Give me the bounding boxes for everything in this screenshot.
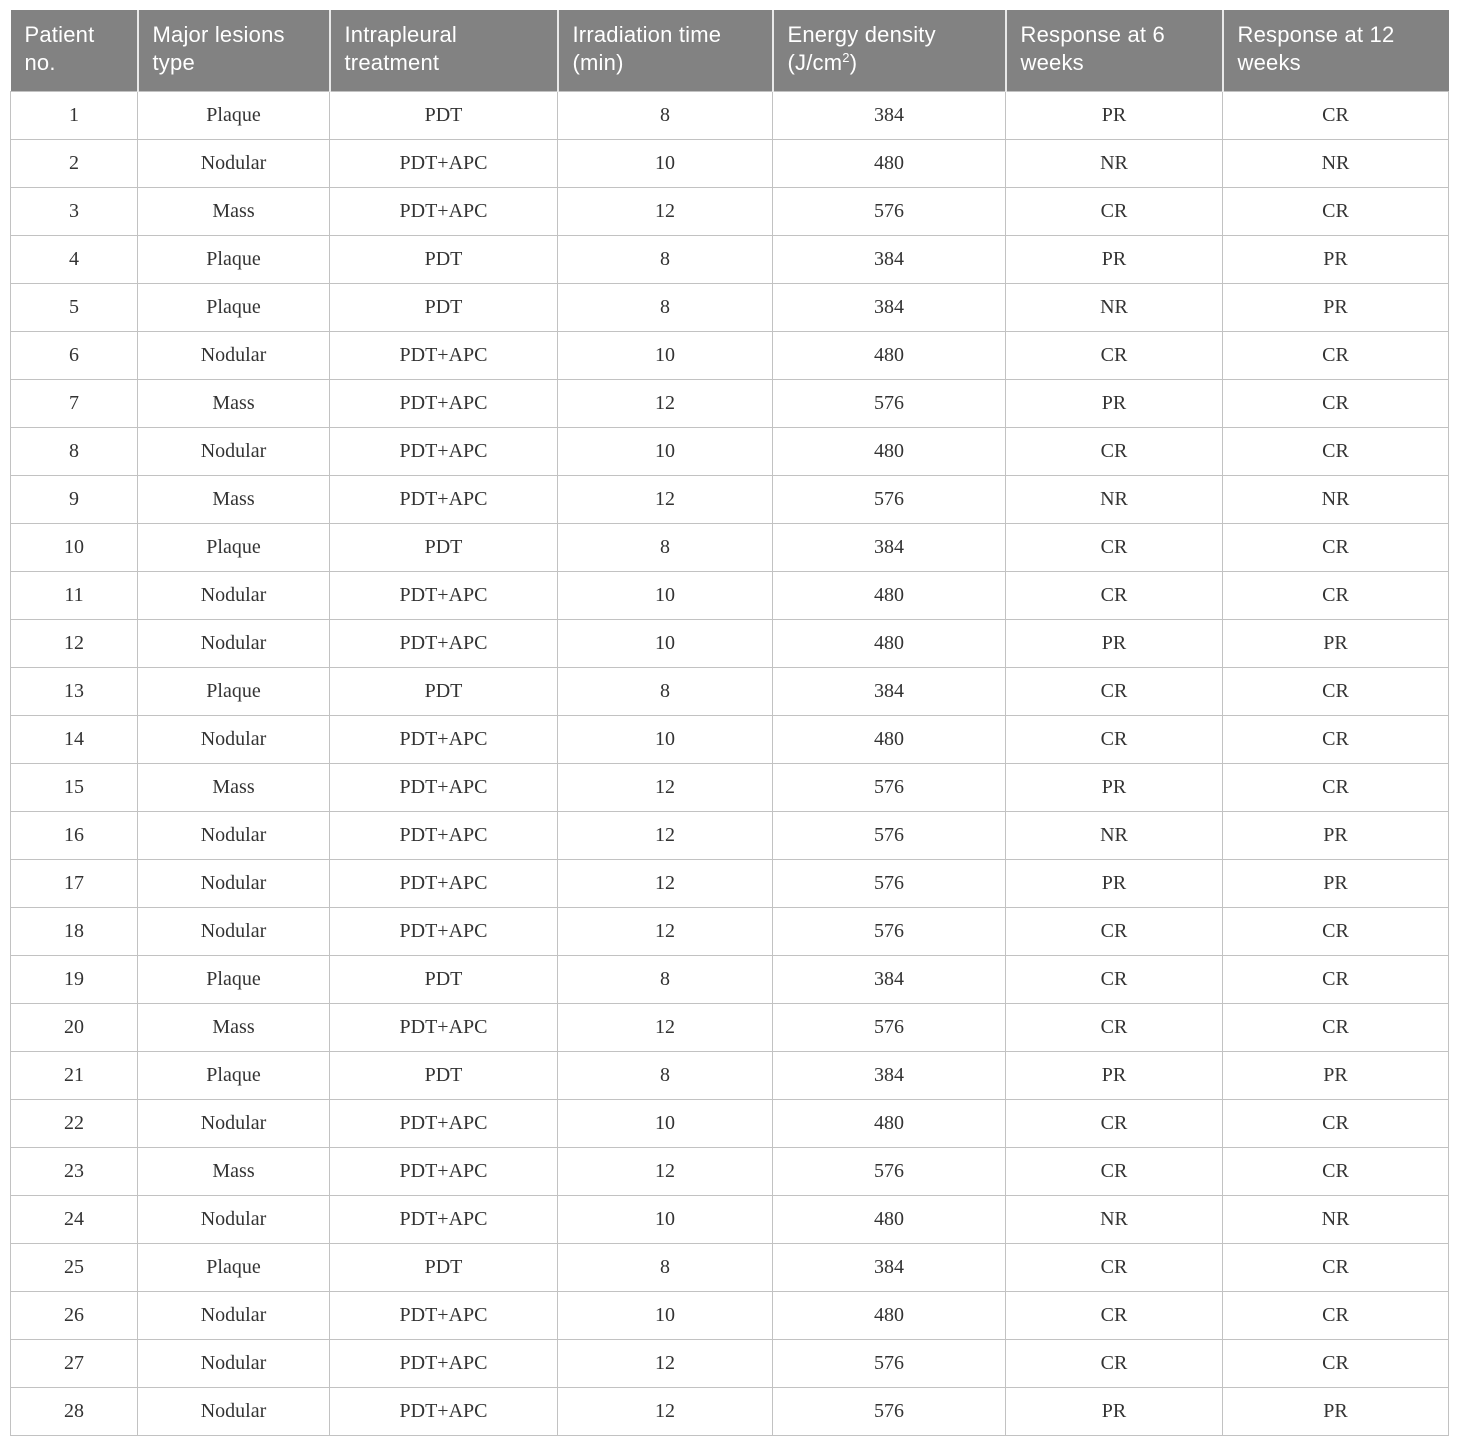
cell: 20 (11, 1003, 138, 1051)
cell: CR (1223, 523, 1449, 571)
cell: 12 (558, 379, 773, 427)
cell: CR (1006, 715, 1223, 763)
cell: PDT+APC (330, 379, 558, 427)
cell: 12 (11, 619, 138, 667)
cell: CR (1006, 1339, 1223, 1387)
superscript: 2 (842, 50, 850, 66)
cell: CR (1223, 1339, 1449, 1387)
table-row (11, 859, 1449, 907)
cell: PR (1223, 1051, 1449, 1099)
cell: 12 (558, 187, 773, 235)
cell: CR (1223, 91, 1449, 139)
cell: NR (1006, 139, 1223, 187)
cell: PR (1223, 859, 1449, 907)
cell: PR (1223, 619, 1449, 667)
cell: CR (1223, 187, 1449, 235)
cell: 480 (773, 1195, 1006, 1243)
cell: PR (1223, 1387, 1449, 1435)
table-row (11, 907, 1449, 955)
column-header-label: Patient no. (24, 22, 95, 76)
table-row (11, 763, 1449, 811)
cell: 7 (11, 379, 138, 427)
cell: PR (1223, 811, 1449, 859)
cell: PR (1223, 283, 1449, 331)
cell: 12 (558, 1339, 773, 1387)
cell: Nodular (138, 1099, 330, 1147)
cell: PDT+APC (330, 1195, 558, 1243)
patient-treatment-response-table (10, 10, 1449, 1436)
cell: Mass (138, 1147, 330, 1195)
cell: CR (1006, 571, 1223, 619)
cell: 480 (773, 715, 1006, 763)
cell: CR (1223, 379, 1449, 427)
cell: PR (1006, 91, 1223, 139)
table-row (11, 1291, 1449, 1339)
table-row (11, 955, 1449, 1003)
cell: 23 (11, 1147, 138, 1195)
cell: 10 (558, 331, 773, 379)
cell: 480 (773, 427, 1006, 475)
cell: Nodular (138, 1339, 330, 1387)
cell: PDT+APC (330, 427, 558, 475)
cell: Nodular (138, 859, 330, 907)
cell: 576 (773, 1003, 1006, 1051)
cell: Mass (138, 187, 330, 235)
table-row (11, 715, 1449, 763)
cell: PDT (330, 667, 558, 715)
cell: 10 (558, 619, 773, 667)
cell: CR (1223, 1243, 1449, 1291)
cell: NR (1006, 811, 1223, 859)
cell: CR (1006, 1243, 1223, 1291)
cell: PDT (330, 955, 558, 1003)
cell: Nodular (138, 139, 330, 187)
cell: 384 (773, 667, 1006, 715)
cell: 3 (11, 187, 138, 235)
cell: 10 (558, 1291, 773, 1339)
cell: 576 (773, 1147, 1006, 1195)
cell: PDT+APC (330, 139, 558, 187)
cell: Nodular (138, 811, 330, 859)
cell: PDT+APC (330, 1099, 558, 1147)
cell: Nodular (138, 619, 330, 667)
table-row (11, 1051, 1449, 1099)
cell: PDT+APC (330, 715, 558, 763)
cell: CR (1223, 763, 1449, 811)
cell: Mass (138, 763, 330, 811)
table-row (11, 1339, 1449, 1387)
cell: NR (1006, 1195, 1223, 1243)
cell: NR (1223, 139, 1449, 187)
cell: PDT (330, 1051, 558, 1099)
table-row (11, 1099, 1449, 1147)
cell: 8 (558, 667, 773, 715)
cell: CR (1223, 427, 1449, 475)
cell: 16 (11, 811, 138, 859)
cell: 12 (558, 1387, 773, 1435)
cell: 9 (11, 475, 138, 523)
cell: 384 (773, 523, 1006, 571)
cell: CR (1223, 331, 1449, 379)
cell: Plaque (138, 667, 330, 715)
cell: CR (1006, 1147, 1223, 1195)
cell: 480 (773, 1099, 1006, 1147)
table-row (11, 235, 1449, 283)
table-row (11, 91, 1449, 139)
cell: PR (1006, 235, 1223, 283)
cell: 22 (11, 1099, 138, 1147)
cell: 576 (773, 907, 1006, 955)
cell: NR (1223, 1195, 1449, 1243)
cell: 10 (558, 427, 773, 475)
cell: 2 (11, 139, 138, 187)
cell: PR (1006, 763, 1223, 811)
cell: CR (1006, 187, 1223, 235)
cell: CR (1006, 1003, 1223, 1051)
cell: Plaque (138, 283, 330, 331)
table-row (11, 1195, 1449, 1243)
cell: PR (1006, 1051, 1223, 1099)
table-row (11, 283, 1449, 331)
cell: CR (1223, 667, 1449, 715)
cell: 576 (773, 475, 1006, 523)
cell: CR (1223, 1099, 1449, 1147)
column-header-label: Irradiation time (min) (572, 22, 722, 76)
cell: Plaque (138, 91, 330, 139)
cell: PDT (330, 235, 558, 283)
cell: 26 (11, 1291, 138, 1339)
cell: 12 (558, 811, 773, 859)
column-header-2 (138, 10, 330, 91)
cell: 6 (11, 331, 138, 379)
cell: 8 (558, 235, 773, 283)
table-row (11, 331, 1449, 379)
cell: CR (1006, 667, 1223, 715)
cell: 384 (773, 955, 1006, 1003)
cell: 25 (11, 1243, 138, 1291)
cell: 480 (773, 331, 1006, 379)
table-row (11, 667, 1449, 715)
cell: NR (1006, 283, 1223, 331)
cell: Plaque (138, 235, 330, 283)
cell: CR (1006, 523, 1223, 571)
cell: PDT+APC (330, 763, 558, 811)
column-header-label: Intrapleural treatment (344, 22, 457, 76)
cell: 27 (11, 1339, 138, 1387)
cell: CR (1223, 715, 1449, 763)
cell: PR (1006, 379, 1223, 427)
column-header-1 (11, 10, 138, 91)
cell: 8 (11, 427, 138, 475)
cell: 384 (773, 1243, 1006, 1291)
cell: PR (1006, 859, 1223, 907)
cell: CR (1006, 907, 1223, 955)
cell: 576 (773, 1339, 1006, 1387)
cell: 12 (558, 475, 773, 523)
cell: Plaque (138, 1051, 330, 1099)
cell: Nodular (138, 1387, 330, 1435)
table-row (11, 1243, 1449, 1291)
table-header-row (11, 10, 1449, 91)
cell: 480 (773, 1291, 1006, 1339)
cell: 480 (773, 139, 1006, 187)
cell: 24 (11, 1195, 138, 1243)
column-header-5 (773, 10, 1006, 91)
cell: Plaque (138, 1243, 330, 1291)
cell: PDT+APC (330, 1147, 558, 1195)
column-header-label: Energy density (J/cm (787, 22, 936, 76)
cell: 576 (773, 811, 1006, 859)
cell: Nodular (138, 571, 330, 619)
cell: PDT+APC (330, 571, 558, 619)
cell: 15 (11, 763, 138, 811)
cell: 11 (11, 571, 138, 619)
cell: 8 (558, 91, 773, 139)
cell: Nodular (138, 1195, 330, 1243)
cell: 480 (773, 571, 1006, 619)
cell: 13 (11, 667, 138, 715)
cell: 10 (558, 1099, 773, 1147)
column-header-3 (330, 10, 558, 91)
cell: PDT+APC (330, 1003, 558, 1051)
cell: 480 (773, 619, 1006, 667)
cell: Nodular (138, 427, 330, 475)
table-row (11, 571, 1449, 619)
cell: PDT+APC (330, 1291, 558, 1339)
table-row (11, 523, 1449, 571)
cell: 10 (558, 139, 773, 187)
column-header-4 (558, 10, 773, 91)
cell: Mass (138, 475, 330, 523)
cell: PDT+APC (330, 811, 558, 859)
cell: 17 (11, 859, 138, 907)
cell: PR (1223, 235, 1449, 283)
column-header-6 (1006, 10, 1223, 91)
cell: PDT+APC (330, 187, 558, 235)
cell: Plaque (138, 523, 330, 571)
cell: Nodular (138, 715, 330, 763)
cell: Plaque (138, 955, 330, 1003)
cell: PDT (330, 523, 558, 571)
cell: PDT+APC (330, 619, 558, 667)
cell: 384 (773, 91, 1006, 139)
cell: 5 (11, 283, 138, 331)
cell: PDT (330, 283, 558, 331)
cell: NR (1223, 475, 1449, 523)
cell: 576 (773, 859, 1006, 907)
cell: CR (1223, 1003, 1449, 1051)
cell: 576 (773, 763, 1006, 811)
column-header-7 (1223, 10, 1449, 91)
cell: CR (1006, 1099, 1223, 1147)
cell: 384 (773, 1051, 1006, 1099)
cell: PR (1006, 619, 1223, 667)
cell: CR (1223, 907, 1449, 955)
cell: 21 (11, 1051, 138, 1099)
cell: 576 (773, 1387, 1006, 1435)
cell: 12 (558, 1003, 773, 1051)
table-row (11, 1147, 1449, 1195)
cell: 576 (773, 379, 1006, 427)
cell: Nodular (138, 331, 330, 379)
table-row (11, 1003, 1449, 1051)
table-row (11, 1387, 1449, 1435)
cell: 384 (773, 235, 1006, 283)
cell: CR (1006, 427, 1223, 475)
cell: PDT (330, 91, 558, 139)
cell: Nodular (138, 1291, 330, 1339)
cell: 384 (773, 283, 1006, 331)
cell: PDT+APC (330, 1339, 558, 1387)
cell: Mass (138, 1003, 330, 1051)
cell: 14 (11, 715, 138, 763)
table-body (11, 91, 1449, 1435)
cell: CR (1006, 955, 1223, 1003)
cell: PDT+APC (330, 331, 558, 379)
table-row (11, 427, 1449, 475)
cell: 1 (11, 91, 138, 139)
cell: PDT+APC (330, 1387, 558, 1435)
cell: 576 (773, 187, 1006, 235)
cell: 10 (558, 571, 773, 619)
cell: PDT+APC (330, 907, 558, 955)
cell: PDT+APC (330, 475, 558, 523)
table-row (11, 811, 1449, 859)
table-row (11, 139, 1449, 187)
cell: PR (1006, 1387, 1223, 1435)
cell: PDT+APC (330, 859, 558, 907)
cell: CR (1006, 331, 1223, 379)
cell: PDT (330, 1243, 558, 1291)
cell: CR (1223, 1147, 1449, 1195)
cell: 8 (558, 1051, 773, 1099)
cell: 10 (558, 1195, 773, 1243)
cell: 8 (558, 523, 773, 571)
cell: CR (1223, 1291, 1449, 1339)
column-header-label: Response at 12 weeks (1237, 22, 1395, 76)
column-header-label-suffix: ) (849, 50, 858, 76)
cell: CR (1223, 955, 1449, 1003)
cell: 12 (558, 859, 773, 907)
cell: 18 (11, 907, 138, 955)
cell: Mass (138, 379, 330, 427)
cell: 12 (558, 763, 773, 811)
table-row (11, 187, 1449, 235)
table-header (11, 10, 1449, 91)
column-header-label: Response at 6 weeks (1020, 22, 1165, 76)
cell: 19 (11, 955, 138, 1003)
cell: 12 (558, 907, 773, 955)
cell: 8 (558, 1243, 773, 1291)
cell: Nodular (138, 907, 330, 955)
column-header-label: Major lesions type (152, 22, 285, 76)
cell: 10 (11, 523, 138, 571)
cell: 12 (558, 1147, 773, 1195)
cell: 8 (558, 955, 773, 1003)
cell: 10 (558, 715, 773, 763)
cell: CR (1006, 1291, 1223, 1339)
table-row (11, 379, 1449, 427)
cell: 28 (11, 1387, 138, 1435)
table-row (11, 619, 1449, 667)
table-row (11, 475, 1449, 523)
cell: NR (1006, 475, 1223, 523)
cell: 8 (558, 283, 773, 331)
cell: 4 (11, 235, 138, 283)
cell: CR (1223, 571, 1449, 619)
